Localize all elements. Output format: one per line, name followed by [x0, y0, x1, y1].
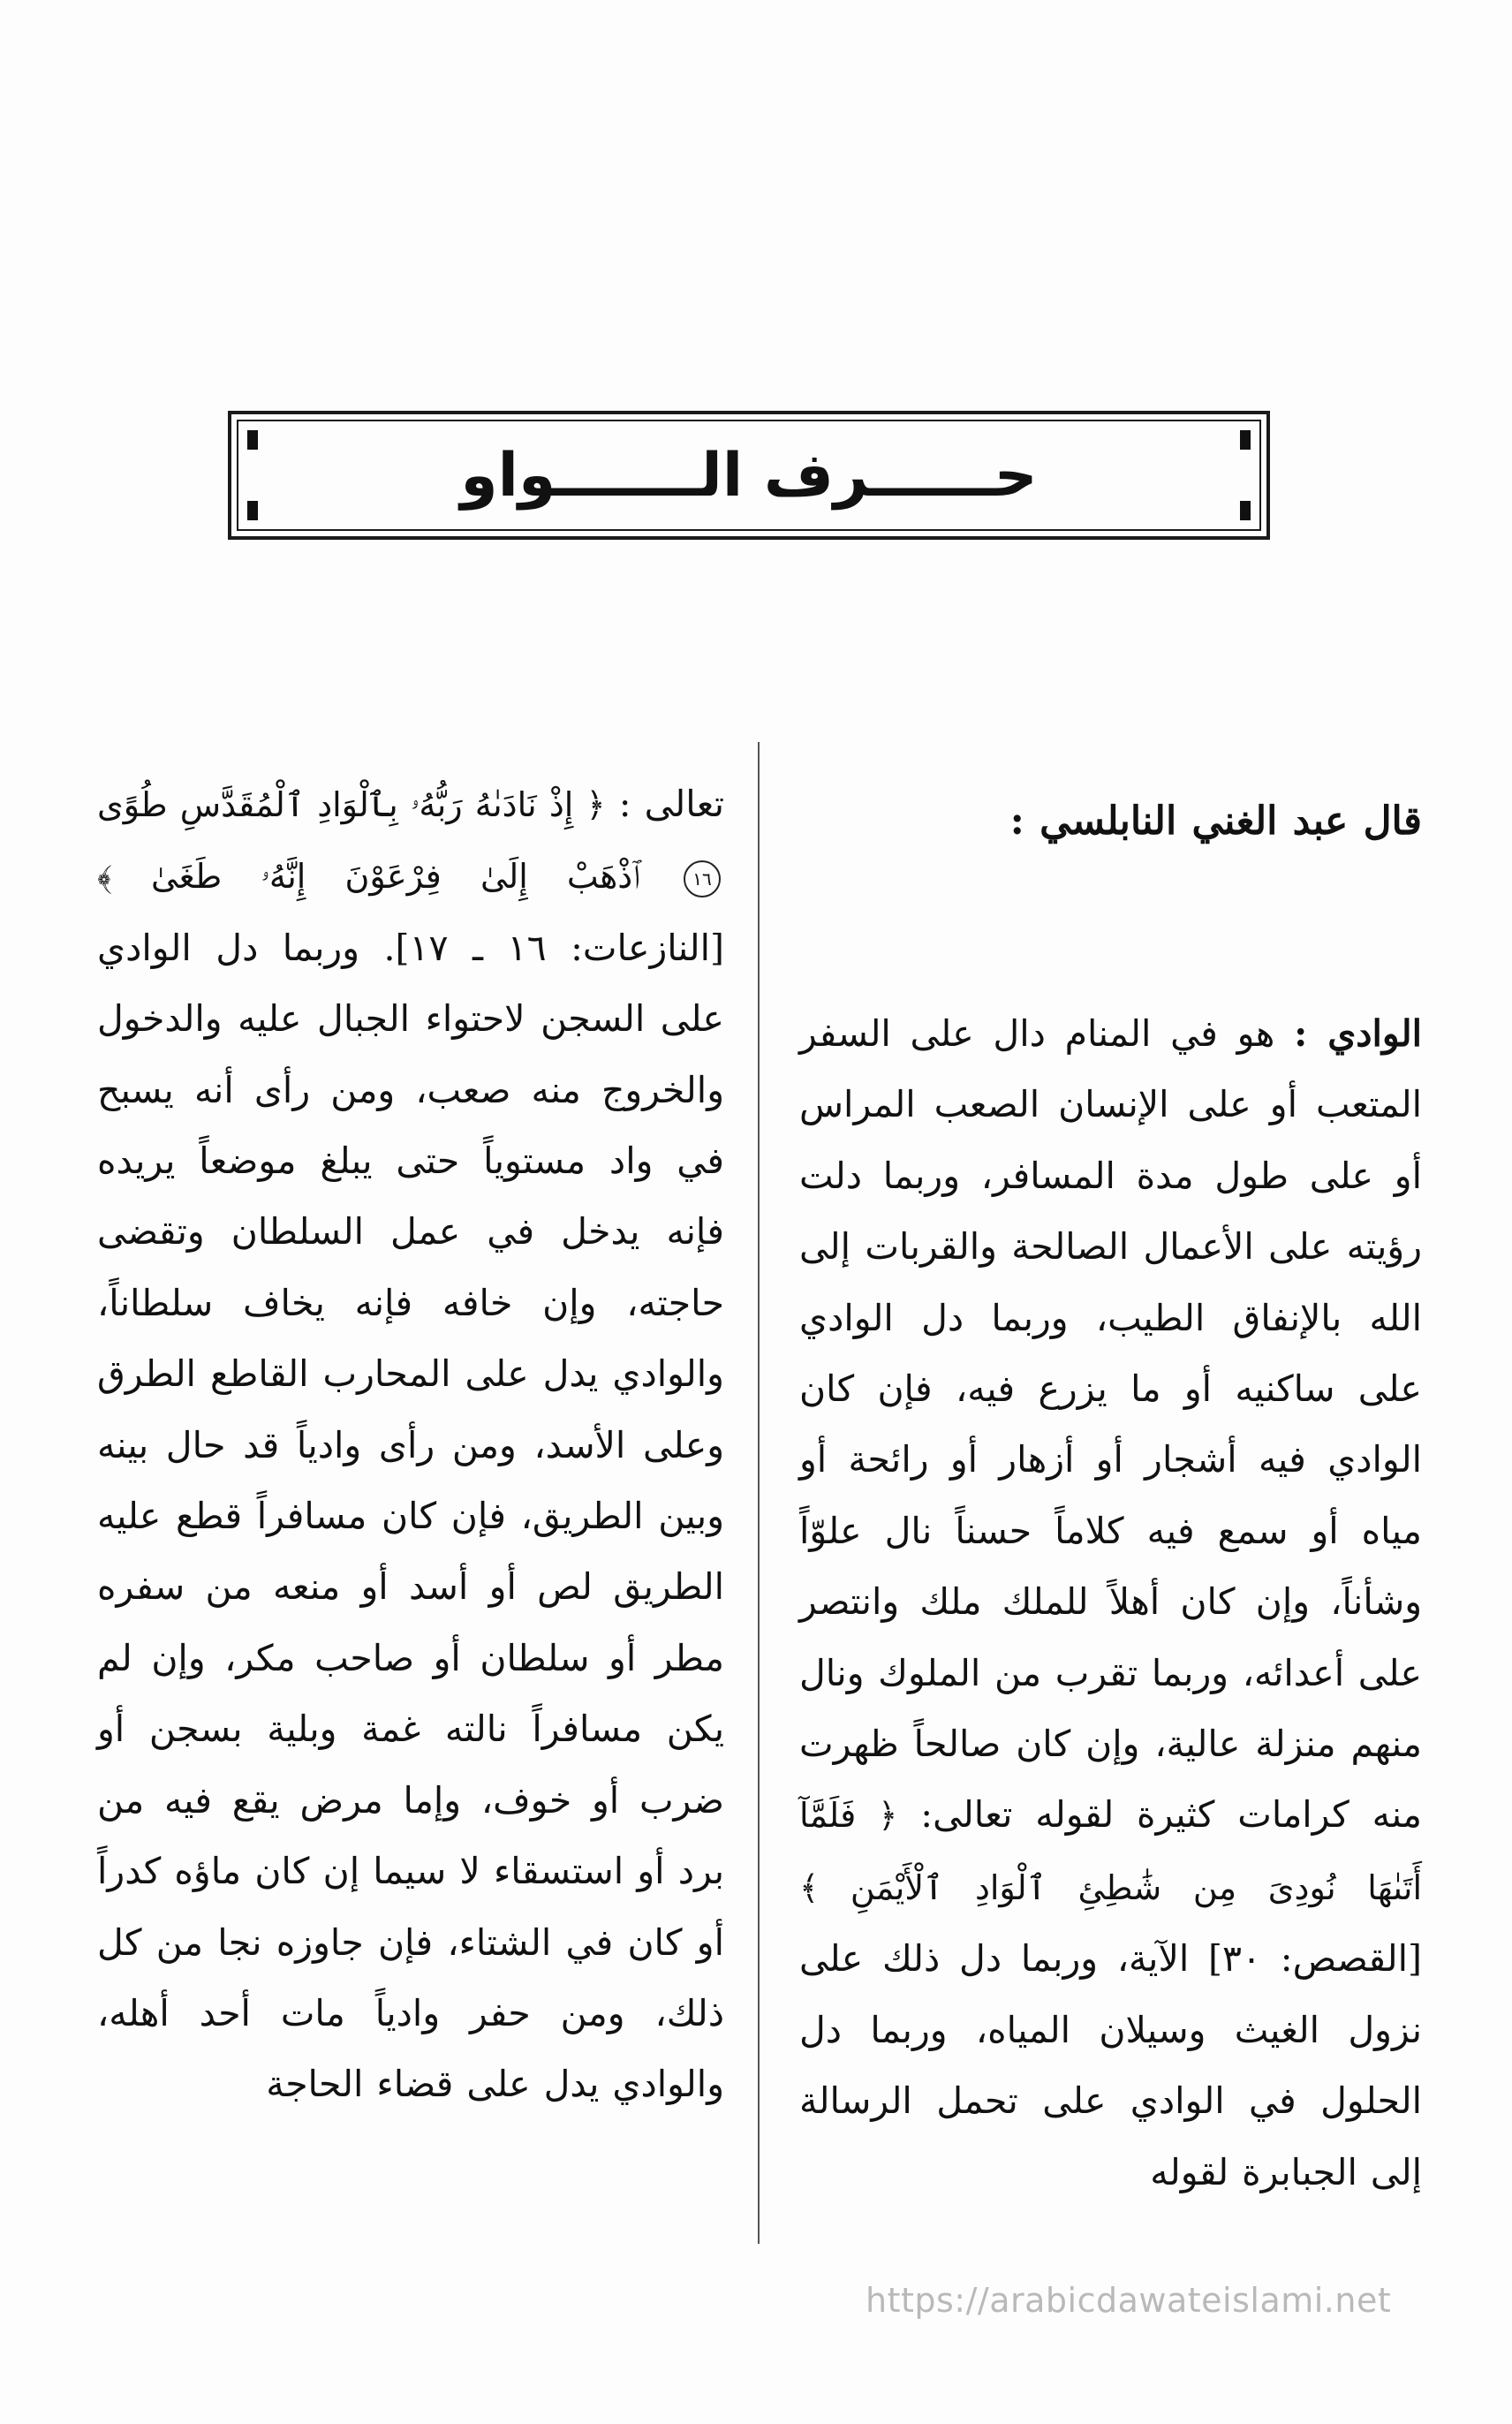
watermark-url: https://arabicdawateislami.net	[866, 2281, 1392, 2320]
entry-text-continued: وربما دل ذلك على نزول الغيث وسيلان المياه، وربما دل الحلول في الوادي على تحمل الرسالة إلى الجبابرة لقوله	[799, 1937, 1422, 2193]
entry-paragraph	[799, 998, 1422, 2208]
right-column	[799, 777, 1422, 2208]
corner-ornament	[247, 430, 258, 450]
corner-ornament	[247, 501, 258, 520]
quran-verse: ﴿ فَلَمَّآ أَتَىٰهَا نُودِىَ مِن شَٰطِئِ ٱلْوَادِ ٱلْأَيْمَنِ ﴾	[799, 1796, 1422, 1907]
verse-citation: [القصص: ٣٠] الآية،	[1116, 1937, 1422, 1981]
column-divider	[758, 742, 760, 2244]
ayah-number-marker: ١٦	[684, 860, 721, 898]
continuation-paragraph	[97, 769, 724, 2120]
corner-ornament	[1240, 501, 1251, 520]
corner-ornament	[1240, 430, 1251, 450]
left-column	[97, 769, 724, 2120]
source-heading: قال عبد الغني النابلسي :	[1009, 799, 1422, 844]
quran-verse: ﴿ إِذْ نَادَىٰهُ رَبُّهُۥ بِٱلْوَادِ ٱلْمُقَدَّسِ طُوًى	[97, 785, 606, 824]
entry-text: هو في المنام دال على السفر المتعب أو على الإنسان الصعب المراس أو على طول مدة المسافر، وربما دلت رؤيته على الأعمال الصالحة والقربات إلى الله بالإنفاق الطيب، وربما دل الوادي على ساكنيه أو ما يزرع فيه، فإن كان الوادي فيه أشجار أو أزهار أو رائحة أو مياه أو سمع فيه كلاماً حسناً نال علوّاً وشأناً، وإن كان أهلاً للملك ملك وانتصر على أعدائه، وربما تقرب من الملوك ونال منهم منزلة عالية، وإن كان صالحاً ظهرت منه كرامات كثيرة لقوله تعالى:	[799, 1012, 1422, 1837]
verse-citation: [النازعات: ١٦ ـ ١٧].	[383, 926, 724, 969]
chapter-title: حــــــرف الـــــــواو	[460, 440, 1038, 511]
chapter-title-frame	[228, 411, 1270, 540]
quran-verse-continued: ٱذْهَبْ إِلَىٰ فِرْعَوْنَ إِنَّهُۥ طَغَىٰ ﴾	[97, 857, 640, 897]
lead-word: تعالى :	[618, 783, 724, 825]
entry-term: الوادي :	[1294, 1012, 1422, 1055]
entry-text-continued: وربما دل الوادي على السجن لاحتواء الجبال عليه والدخول والخروج منه صعب، ومن رأى أنه يسبح في واد مستوياً حتى يبلغ موضعاً يريده فإنه يدخل في عمل السلطان وتقضى حاجته، وإن خافه فإنه يخاف سلطاناً، والوادي يدل على المحارب القاطع الطرق وعلى الأسد، ومن رأى وادياً قد حال بينه وبين الطريق، فإن كان مسافراً قطع عليه الطريق لص أو أسد أو منعه من سفره مطر أو سلطان أو صاحب مكر، وإن لم يكن مسافراً نالته غمة وبلية بسجن أو ضرب أو خوف، وإما مرض يقع فيه من برد أو استسقاء لا سيما إن كان ماؤه كدراً أو كان في الشتاء، فإن جاوزه نجا من كل ذلك، ومن حفر وادياً مات أحد أهله، والوادي يدل على قضاء الحاجة	[97, 926, 724, 2106]
